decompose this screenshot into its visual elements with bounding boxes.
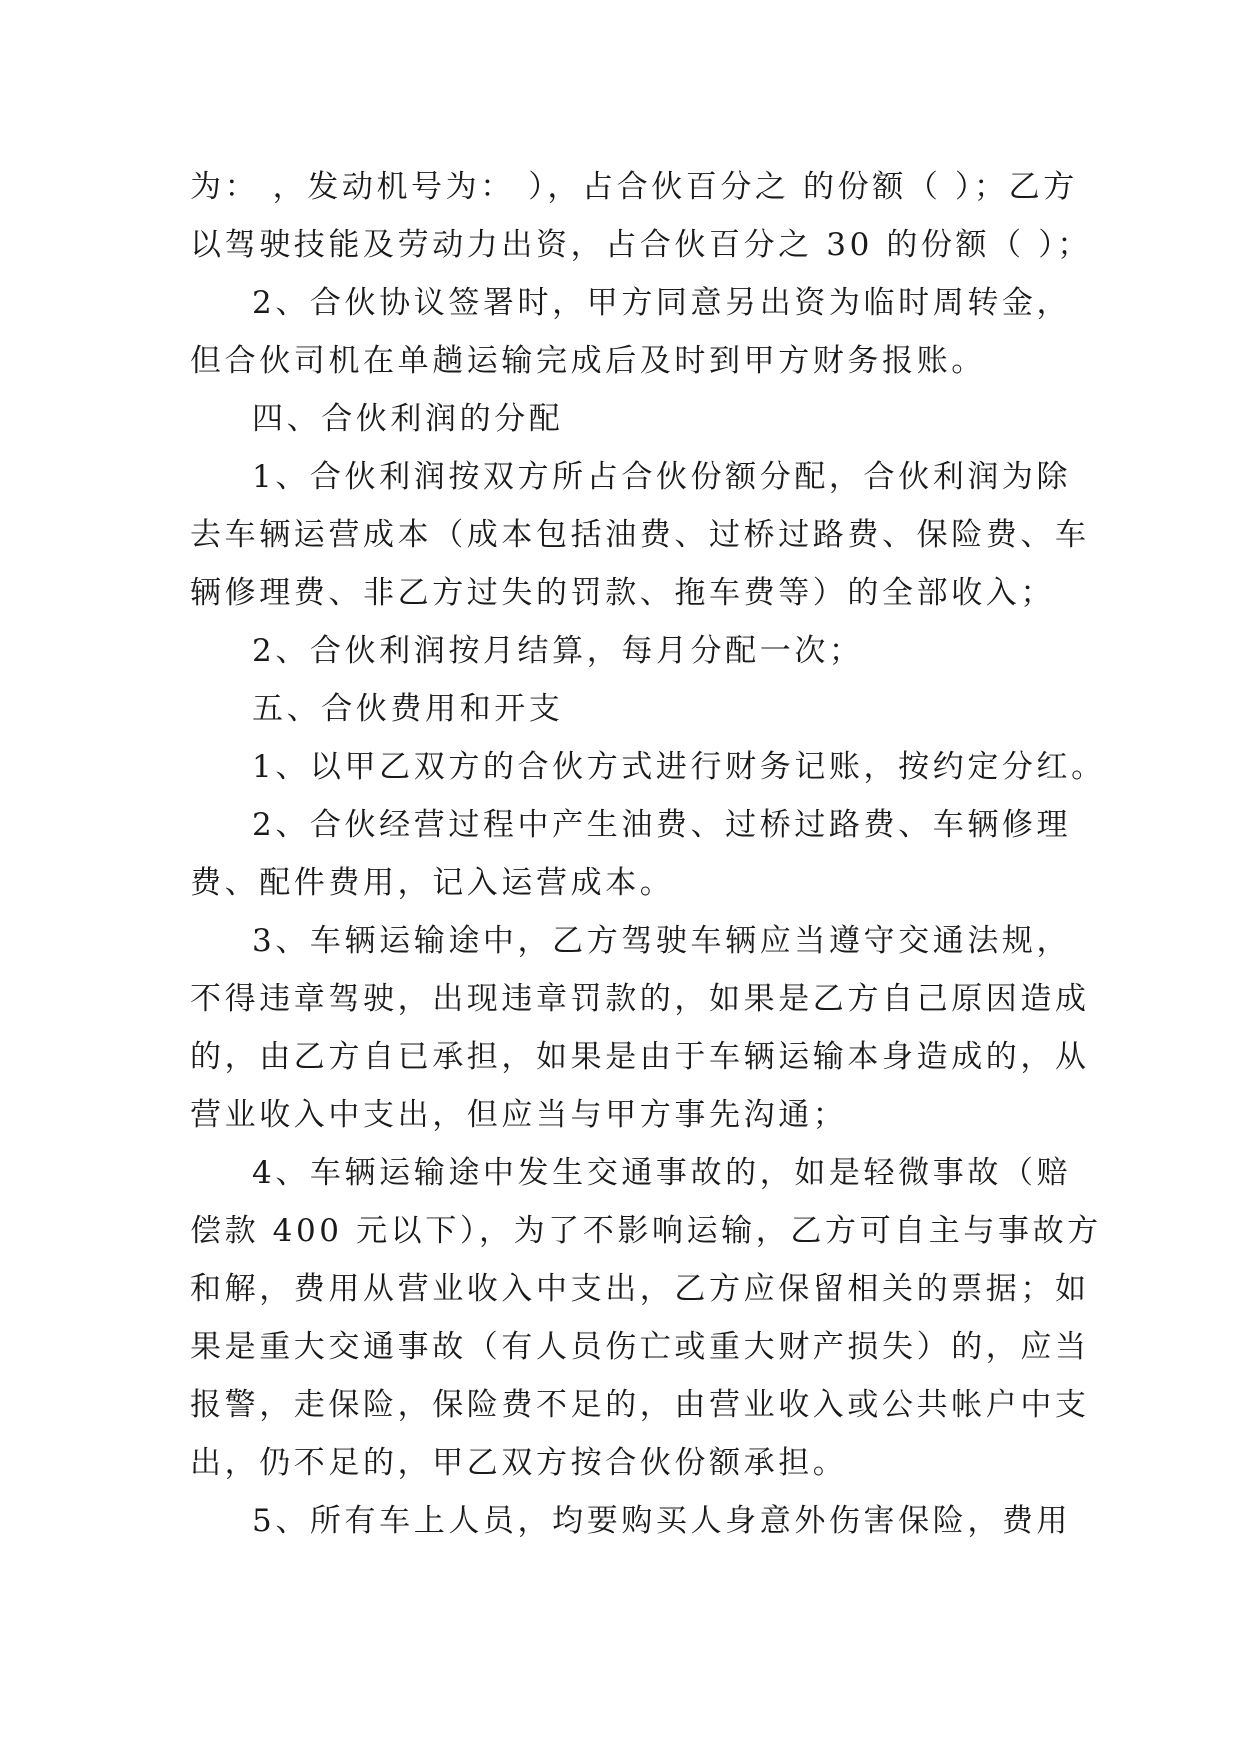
section-heading: 五、合伙费用和开支 — [252, 691, 564, 727]
text-line: 出，仍不足的，甲乙双方按合伙份额承担。 — [190, 1445, 848, 1481]
text-line: 为： ，发动机号为： ），占合伙百分之 的份额（ ）；乙方 — [190, 169, 1078, 205]
text-line: 费、配件费用，记入运营成本。 — [190, 865, 675, 901]
text-line: 营业收入中支出，但应当与甲方事先沟通； — [190, 1097, 848, 1133]
text-line: 3、车辆运输途中，乙方驾驶车辆应当遵守交通法规， — [252, 923, 1072, 959]
text-line: 和解，费用从营业收入中支出，乙方应保留相关的票据；如 — [190, 1271, 1090, 1307]
text-line: 1、以甲乙双方的合伙方式进行财务记账，按约定分红。 — [252, 749, 1106, 785]
text-line: 以驾驶技能及劳动力出资，占合伙百分之 30 的份额（ ）； — [190, 227, 1092, 263]
text-line: 偿款 400 元以下），为了不影响运输，乙方可自主与事故方 — [190, 1213, 1102, 1249]
text-line: 5、所有车上人员，均要购买人身意外伤害保险，费用 — [252, 1503, 1072, 1539]
document-body — [190, 158, 1106, 1550]
text-line: 不得违章驾驶，出现违章罚款的，如果是乙方自己原因造成 — [190, 981, 1090, 1017]
text-line: 2、合伙利润按月结算，每月分配一次； — [252, 633, 864, 669]
text-line: 2、合伙经营过程中产生油费、过桥过路费、车辆修理 — [252, 807, 1072, 843]
text-line: 果是重大交通事故（有人员伤亡或重大财产损失）的，应当 — [190, 1329, 1090, 1365]
text-line: 报警，走保险，保险费不足的，由营业收入或公共帐户中支 — [190, 1387, 1090, 1423]
text-line: 4、车辆运输途中发生交通事故的，如是轻微事故（赔 — [252, 1155, 1072, 1191]
text-line: 1、合伙利润按双方所占合伙份额分配，合伙利润为除 — [252, 459, 1072, 495]
section-heading: 四、合伙利润的分配 — [252, 401, 564, 437]
text-line: 辆修理费、非乙方过失的罚款、拖车费等）的全部收入； — [190, 575, 1055, 611]
text-line: 但合伙司机在单趟运输完成后及时到甲方财务报账。 — [190, 343, 986, 379]
text-line: 2、合伙协议签署时，甲方同意另出资为临时周转金， — [252, 285, 1072, 321]
text-line: 的，由乙方自已承担，如果是由于车辆运输本身造成的，从 — [190, 1039, 1090, 1075]
text-line: 去车辆运营成本（成本包括油费、过桥过路费、保险费、车 — [190, 517, 1090, 553]
